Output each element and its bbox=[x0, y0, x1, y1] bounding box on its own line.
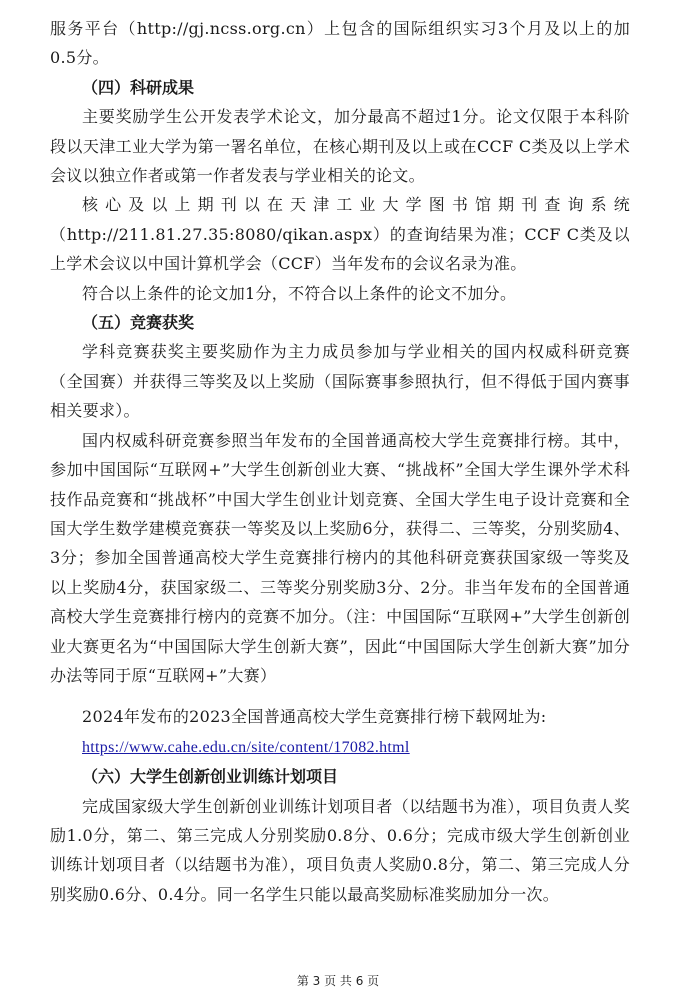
ranking-link-line bbox=[50, 732, 630, 762]
section-heading-innovation: （六）大学生创新创业训练计划项目 bbox=[82, 767, 339, 787]
page-footer: 第 3 页 共 6 页 bbox=[296, 974, 380, 988]
innovation-paragraph-1: 完成国家级大学生创新创业训练计划项目者（以结题书为准），项目负责人奖励1.0分，第二、第三完成人分别奖励0.8分、0.6分；完成市级大学生创新创业训练计划项目者（以结题书为准），项目负责人奖励0.8分，第二、第三完成人分别奖励0.6分、0.4分。同一名学生只能以最高奖励标准奖励加分一次。 bbox=[50, 796, 630, 904]
ranking-download-link[interactable]: https://www.cahe.edu.cn/site/content/17082.html bbox=[82, 738, 410, 756]
section-heading-competition: （五）竞赛获奖 bbox=[82, 313, 195, 333]
ranking-intro: 2024年发布的2023全国普通高校大学生竞赛排行榜下载网址为: bbox=[82, 707, 547, 727]
research-paragraph-3: 符合以上条件的论文加1分，不符合以上条件的论文不加分。 bbox=[82, 283, 517, 303]
competition-paragraph-2: 国内权威科研竞赛参照当年发布的全国普通高校大学生竞赛排行榜。其中，参加中国国际“互联网+”大学生创新创业大赛、“挑战杯”全国大学生课外学术科技作品竞赛和“挑战杯”中国大学生创业计划竞赛、全国大学生电子设计竞赛和全国大学生数学建模竞赛获一等奖及以上奖励6分，获得二、三等奖，分别奖励4、3分；参加全国普通高校大学生竞赛排行榜内的其他科研竞赛获国家级一等奖及以上奖励4分，获国家级二、三等奖分别奖励3分、2分。非当年发布的全国普通高校大学生竞赛排行榜内的竞赛不加分。（注：中国国际“互联网+”大学生创新创业大赛更名为“中国国际大学生创新大赛”，因此“中国国际大学生创新大赛”加分办法等同于原“互联网+”大赛） bbox=[50, 430, 630, 685]
section-heading-research: （四）科研成果 bbox=[82, 77, 195, 97]
document-page bbox=[50, 14, 630, 909]
research-paragraph-2: 核心及以上期刊以在天津工业大学图书馆期刊查询系统（http://211.81.27.35:8080/qikan.aspx）的查询结果为准；CCF C类及以上学术会议以中国计算机学会（CCF）当年发布的会议名录为准。 bbox=[50, 195, 630, 274]
competition-paragraph-1: 学科竞赛获奖主要奖励作为主力成员参加与学业相关的国内权威科研竞赛（全国赛）并获得三等奖及以上奖励（国际赛事参照执行，但不得低于国内赛事相关要求）。 bbox=[50, 342, 630, 421]
continuation-paragraph: 服务平台（http://gj.ncss.org.cn）上包含的国际组织实习3个月及以上的加0.5分。 bbox=[50, 19, 630, 68]
spacer bbox=[50, 690, 630, 702]
research-paragraph-1: 主要奖励学生公开发表学术论文，加分最高不超过1分。论文仅限于本科阶段以天津工业大学为第一署名单位，在核心期刊及以上或在CCF C类及以上学术会议以独立作者或第一作者发表与学业相关的论文。 bbox=[50, 107, 630, 186]
